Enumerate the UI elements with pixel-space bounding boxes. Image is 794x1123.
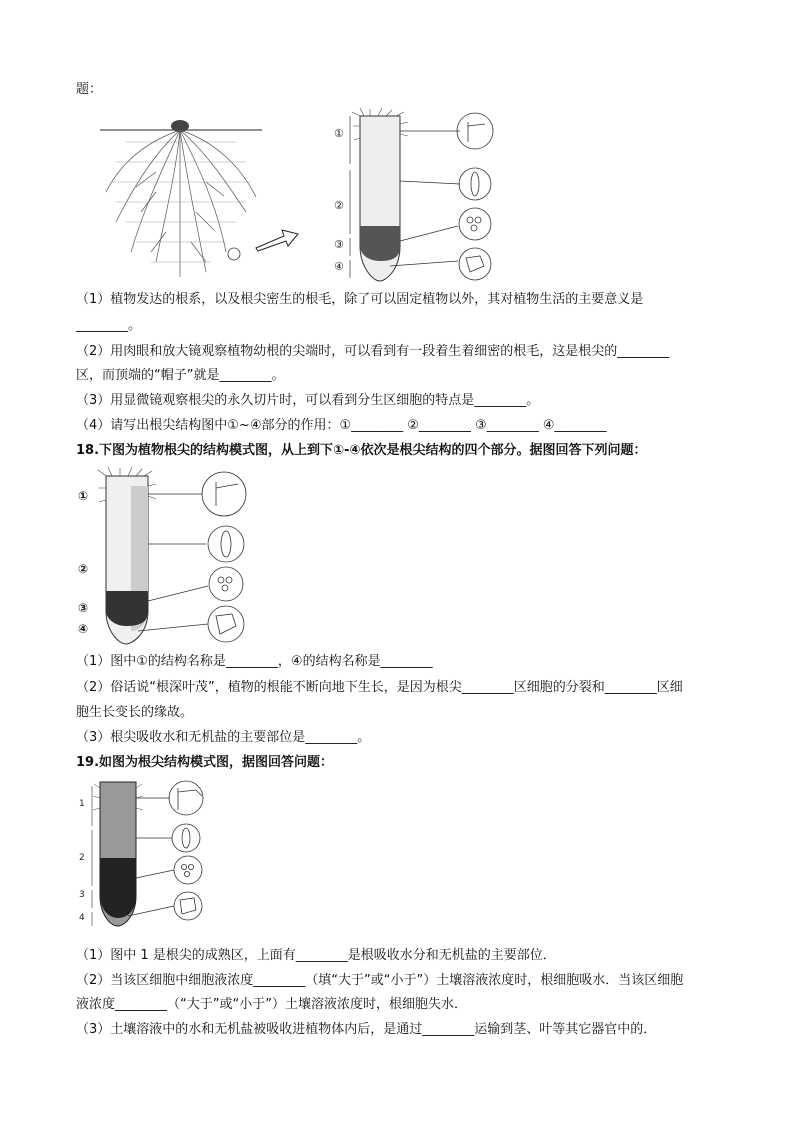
q18-sub3: （3）根尖吸收水和无机盐的主要部位是________。 <box>76 730 371 745</box>
q18-sub1: （1）图中①的结构名称是________，④的结构名称是________ <box>76 654 433 669</box>
q17-label-3: ③ <box>334 238 344 251</box>
q17-label-4: ④ <box>334 260 344 273</box>
q19-sub3: （3）土壤溶液中的水和无机盐被吸收进植物体内后，是通过________运输到茎、叶等其它器官中的． <box>76 1022 657 1037</box>
q18-label-4: ④ <box>78 622 89 636</box>
q18-sub2-a: （2）俗话说“根深叶茂”，植物的根能不断向地下生长，是因为根尖________区细胞的分裂和________区细 <box>76 680 683 695</box>
q19-sub2-b: 液浓度________（“大于”或“小于”）土壤溶液浓度时，根细胞失水． <box>76 997 467 1012</box>
q17-sub1-b: ________。 <box>76 318 142 333</box>
q17-label-2: ② <box>334 199 344 212</box>
q17-label-1: ① <box>334 127 344 140</box>
q18-title: 18.下图为植物根尖的结构模式图，从上到下①-④依次是根尖结构的四个部分。据图回答下列问题： <box>76 443 647 458</box>
root-tip-figure-q19 <box>76 778 216 928</box>
root-tip-figure-q17 <box>330 106 500 286</box>
q19-title: 19.如图为根尖结构模式图，据图回答问题： <box>76 755 334 770</box>
q17-sub4: （4）请写出根尖结构图中①~④部分的作用：①________ ②________ ③________ ④________ <box>76 418 607 433</box>
q17-sub2-b: 区，而顶端的“帽子”就是________。 <box>76 368 285 383</box>
root-system-figure <box>96 112 266 282</box>
q17-sub3: （3）用显微镜观察根尖的永久切片时，可以看到分生区细胞的特点是________。 <box>76 393 540 408</box>
q19-sub2-a: （2）当该区细胞中细胞液浓度________（填“大于”或“小于”）土壤溶液浓度时，根细胞吸水．当该区细胞 <box>76 973 684 988</box>
arrow-icon <box>254 226 300 252</box>
q18-label-1: ① <box>78 489 89 503</box>
q19-label-1: 1 <box>79 799 85 809</box>
q19-label-2: 2 <box>79 853 85 863</box>
root-tip-figure-q18 <box>76 466 256 646</box>
q18-label-3: ③ <box>78 601 89 615</box>
q19-sub1: （1）图中 1 是根尖的成熟区，上面有________是根吸收水分和无机盐的主要部位． <box>76 948 556 963</box>
q19-label-3: 3 <box>79 890 85 900</box>
q17-sub2-a: （2）用肉眼和放大镜观察植物幼根的尖端时，可以看到有一段着生着细密的根毛，这是根尖的________ <box>76 344 670 359</box>
q19-label-4: 4 <box>79 913 85 923</box>
q17-sub1-a: （1）植物发达的根系，以及根尖密生的根毛，除了可以固定植物以外，其对植物生活的主要意义是 <box>76 292 644 307</box>
q18-label-2: ② <box>78 562 89 576</box>
q18-sub2-b: 胞生长变长的缘故。 <box>76 705 194 720</box>
intro-tail: 题： <box>76 82 103 97</box>
